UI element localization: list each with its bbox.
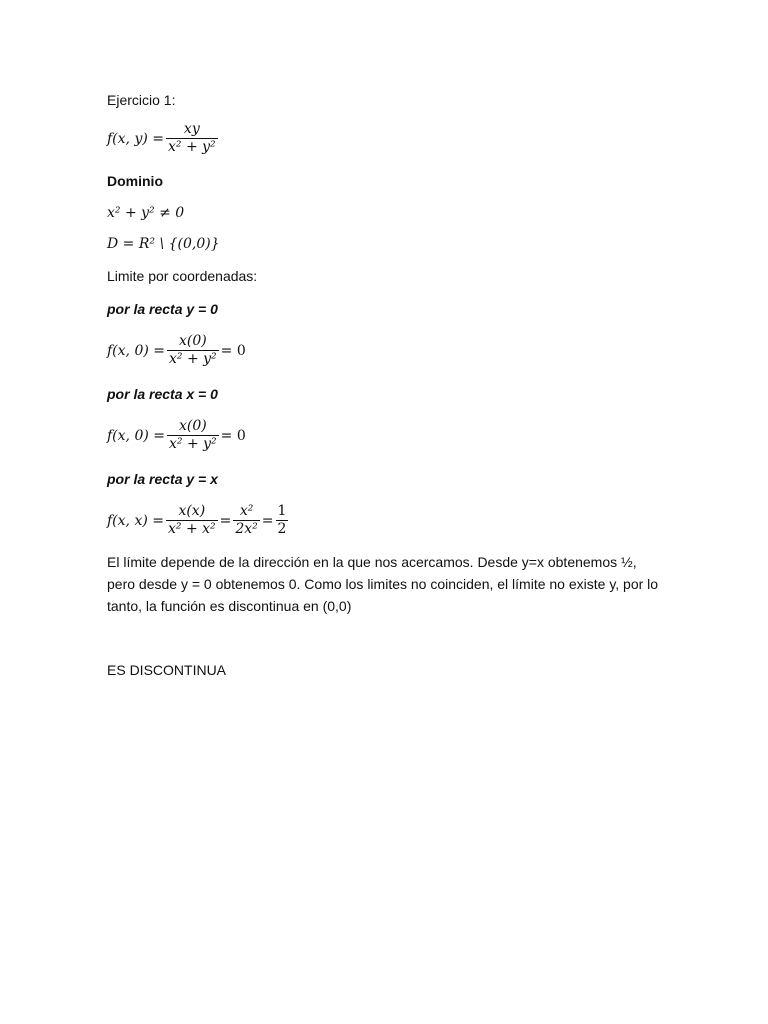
path3-denominator-1: x² + x²: [167, 521, 216, 537]
path3-numerator-3: 1: [277, 503, 287, 519]
path3-numerator-1: x(x): [178, 503, 206, 519]
path2-numerator: x(0): [178, 418, 207, 434]
eq1-fraction: [166, 121, 218, 156]
path1-equation: [107, 333, 246, 368]
path3-lhs: f(x, x) =: [107, 512, 164, 529]
path3-equals-2: =: [261, 512, 274, 529]
domain-set: D = R² \ {(0,0)}: [107, 236, 220, 252]
path1-rhs: = 0: [220, 342, 246, 359]
coord-limit-heading: Limite por coordenadas:: [107, 268, 258, 284]
path2-rhs: = 0: [220, 427, 246, 444]
path1-denominator: x² + y²: [169, 351, 217, 367]
path3-numerator-2: x²: [239, 503, 254, 519]
final-verdict: ES DISCONTINUA: [107, 662, 227, 678]
domain-condition: x² + y² ≠ 0: [107, 205, 185, 221]
eq1-lhs: f(x, y) =: [107, 130, 164, 147]
dominio-heading: Dominio: [107, 173, 163, 189]
path3-fraction-1: [166, 503, 218, 538]
path1-numerator: x(0): [178, 333, 207, 349]
exercise-heading: Ejercicio 1:: [107, 92, 176, 108]
conclusion-paragraph: El límite depende de la dirección en la que nos acercamos. Desde y=x obtenemos ½, pero desde y = 0 obtenemos 0. Como los limites no coinciden, el límite no existe y, por lo tanto, la función es discontinua en (0,0): [107, 554, 659, 614]
function-definition: [107, 121, 220, 156]
path1-lhs: f(x, 0) =: [107, 342, 165, 359]
path3-fraction-2: [233, 503, 259, 538]
path2-heading: por la recta x = 0: [107, 386, 218, 402]
path1-heading: por la recta y = 0: [107, 301, 218, 317]
eq1-numerator: xy: [183, 121, 200, 137]
path3-denominator-3: 2: [277, 521, 287, 537]
path3-heading: por la recta y = x: [107, 471, 218, 487]
path3-denominator-2: 2x²: [235, 521, 258, 537]
path3-fraction-3: [276, 503, 289, 538]
path2-fraction: [167, 418, 219, 453]
path2-equation: [107, 418, 246, 453]
path2-denominator: x² + y²: [169, 436, 217, 452]
path3-equation: [107, 503, 290, 538]
eq1-denominator: x² + y²: [168, 139, 216, 155]
path3-equals-1: =: [219, 512, 232, 529]
path1-fraction: [167, 333, 219, 368]
path2-lhs: f(x, 0) =: [107, 427, 165, 444]
